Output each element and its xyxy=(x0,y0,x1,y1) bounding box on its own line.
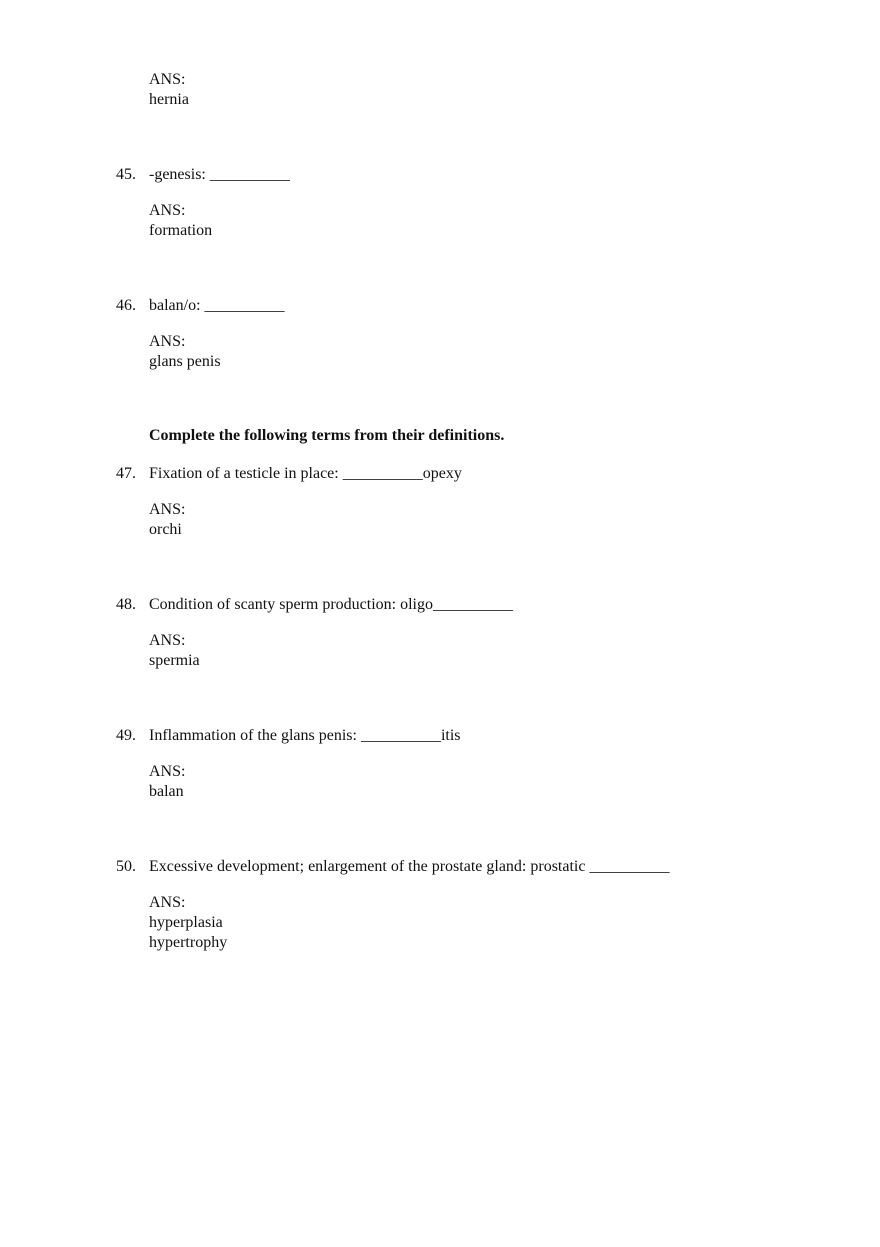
ans-label: ANS: xyxy=(149,71,186,88)
question-prompt: -genesis: __________ xyxy=(149,166,290,183)
answer-text: hyperplasia xyxy=(149,914,223,931)
answer-text: hypertrophy xyxy=(149,934,228,951)
ans-label: ANS: xyxy=(149,763,186,780)
question-number: 45. xyxy=(116,166,136,183)
section-heading: Complete the following terms from their definitions. xyxy=(149,427,505,444)
question-prompt: Inflammation of the glans penis: __________itis xyxy=(149,727,461,744)
answer-text: orchi xyxy=(149,521,182,538)
answer-text: balan xyxy=(149,783,184,800)
question-prompt: balan/o: __________ xyxy=(149,297,285,314)
question-number: 46. xyxy=(116,297,136,314)
answer-text: spermia xyxy=(149,652,200,669)
ans-label: ANS: xyxy=(149,202,186,219)
question-number: 48. xyxy=(116,596,136,613)
ans-label: ANS: xyxy=(149,632,186,649)
question-prompt: Excessive development; enlargement of the prostate gland: prostatic __________ xyxy=(149,858,670,875)
question-number: 50. xyxy=(116,858,136,875)
answer-text: formation xyxy=(149,222,213,239)
question-number: 47. xyxy=(116,465,136,482)
question-prompt: Condition of scanty sperm production: oligo__________ xyxy=(149,596,513,613)
answer-text: glans penis xyxy=(149,353,221,370)
ans-label: ANS: xyxy=(149,333,186,350)
answer-text: hernia xyxy=(149,91,189,108)
question-number: 49. xyxy=(116,727,136,744)
question-prompt: Fixation of a testicle in place: __________opexy xyxy=(149,465,462,482)
ans-label: ANS: xyxy=(149,501,186,518)
ans-label: ANS: xyxy=(149,894,186,911)
